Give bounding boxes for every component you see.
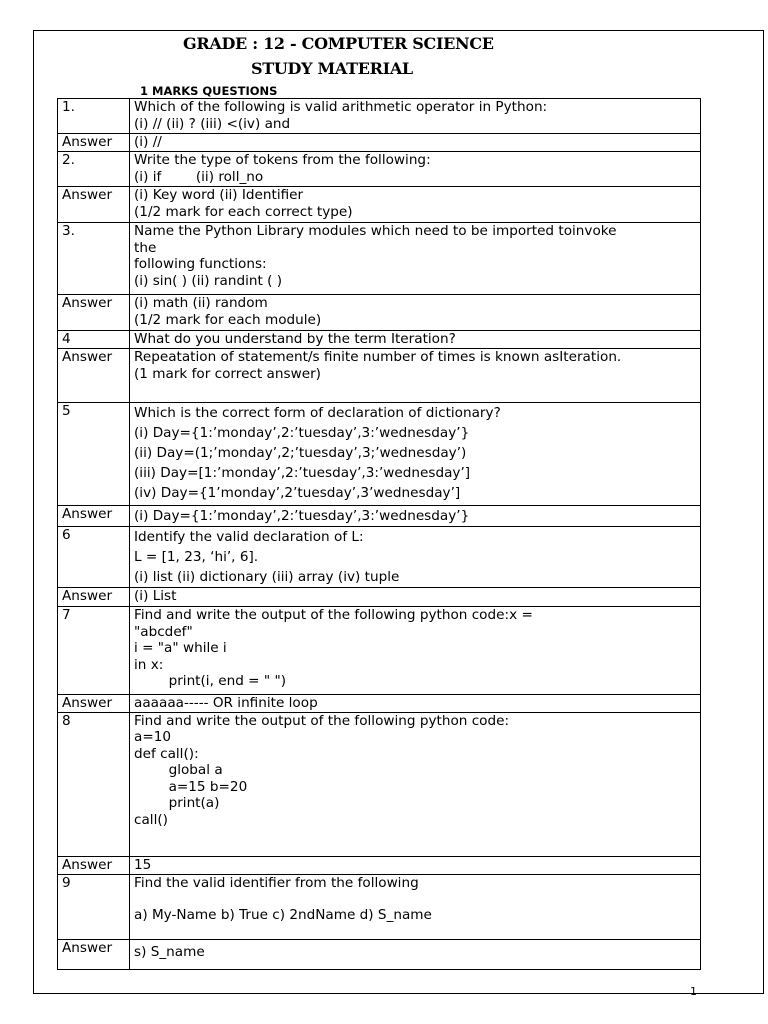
content-line: print(i, end = " ") bbox=[134, 673, 287, 689]
answer-row-6 bbox=[58, 588, 701, 607]
row-content bbox=[130, 527, 701, 588]
content-line: (1/2 mark for each module) bbox=[134, 311, 322, 328]
answer-row-5 bbox=[58, 506, 701, 527]
row-label: 1. bbox=[58, 99, 130, 134]
content-line: (i) Day={1:’monday’,2:’tuesday’,3:’wednesday’} bbox=[134, 425, 470, 441]
content-line: a) My-Name b) True c) 2ndName d) S_name bbox=[134, 907, 432, 923]
content-line: (i) // bbox=[134, 134, 162, 150]
content-line: (i) list (ii) dictionary (iii) array (iv) tuple bbox=[134, 569, 400, 585]
content-line: (iii) Day=[1:’monday’,2:’tuesday’,3:’wednesday’] bbox=[134, 465, 471, 481]
content-line: Write the type of tokens from the following: bbox=[134, 152, 431, 168]
question-row-8 bbox=[58, 712, 701, 856]
content-line: i = "a" while i bbox=[134, 640, 227, 656]
row-content bbox=[130, 349, 701, 403]
answer-row-7 bbox=[58, 695, 701, 713]
row-content bbox=[130, 152, 701, 187]
content-line: in x: bbox=[134, 656, 164, 673]
content-line: Find and write the output of the following python code:x = bbox=[134, 607, 533, 623]
content-line: a=10 bbox=[134, 729, 172, 745]
row-content bbox=[130, 223, 701, 295]
answer-row-3 bbox=[58, 295, 701, 331]
row-content bbox=[130, 588, 701, 607]
content-line: print(a) bbox=[134, 795, 220, 811]
question-row-6 bbox=[58, 527, 701, 588]
row-label: Answer bbox=[58, 695, 130, 713]
content-line: call() bbox=[134, 811, 168, 828]
row-label: Answer bbox=[58, 939, 130, 969]
answer-row-2 bbox=[58, 187, 701, 223]
content-line: Name the Python Library modules which need to be imported toinvoke bbox=[134, 223, 617, 239]
question-row-4 bbox=[58, 331, 701, 349]
row-label: 7 bbox=[58, 607, 130, 695]
row-content bbox=[130, 187, 701, 223]
row-label: 4 bbox=[58, 331, 130, 349]
content-line: (iv) Day={1’monday’,2’tuesday’,3’wednesday’] bbox=[134, 485, 461, 501]
row-label: Answer bbox=[58, 349, 130, 403]
answer-row-1 bbox=[58, 134, 701, 152]
content-line: (i) math (ii) random bbox=[134, 295, 268, 311]
row-content bbox=[130, 874, 701, 939]
row-label: Answer bbox=[58, 295, 130, 331]
content-line: def call(): bbox=[134, 745, 199, 762]
row-label: Answer bbox=[58, 588, 130, 607]
question-row-9 bbox=[58, 874, 701, 939]
content-line: (ii) Day=(1;’monday’,2;’tuesday’,3;’wednesday’) bbox=[134, 445, 467, 461]
answer-row-9 bbox=[58, 939, 701, 969]
row-label: 2. bbox=[58, 152, 130, 187]
content-line: 15 bbox=[134, 856, 152, 873]
row-label: 8 bbox=[58, 712, 130, 856]
question-row-2 bbox=[58, 152, 701, 187]
row-content bbox=[130, 856, 701, 874]
content-line: Which is the correct form of declaration of dictionary? bbox=[134, 405, 501, 421]
row-content bbox=[130, 712, 701, 856]
row-label: Answer bbox=[58, 856, 130, 874]
content-line: Identify the valid declaration of L: bbox=[134, 529, 364, 545]
content-line: (i) List bbox=[134, 588, 177, 604]
content-line: Which of the following is valid arithmetic operator in Python: bbox=[134, 99, 548, 115]
row-content bbox=[130, 939, 701, 969]
row-content bbox=[130, 331, 701, 349]
row-content bbox=[130, 506, 701, 527]
content-line: s) S_name bbox=[134, 943, 205, 960]
content-line: L = [1, 23, ‘hi’, 6]. bbox=[134, 549, 259, 565]
row-label: 3. bbox=[58, 223, 130, 295]
question-row-1 bbox=[58, 99, 701, 134]
row-content bbox=[130, 403, 701, 506]
row-content bbox=[130, 134, 701, 152]
section-heading: 1 MARKS QUESTIONS bbox=[140, 84, 278, 98]
question-row-7 bbox=[58, 607, 701, 695]
row-content bbox=[130, 99, 701, 134]
content-line: global a bbox=[134, 762, 223, 778]
content-line: Find and write the output of the following python code: bbox=[134, 712, 510, 729]
row-label: Answer bbox=[58, 187, 130, 223]
answer-row-8 bbox=[58, 856, 701, 874]
row-content bbox=[130, 607, 701, 695]
content-line: Find the valid identifier from the following bbox=[134, 874, 419, 891]
content-line: (i) sin( ) (ii) randint ( ) bbox=[134, 272, 283, 289]
content-line: "abcdef" bbox=[134, 623, 193, 640]
content-line: (1/2 mark for each correct type) bbox=[134, 203, 353, 220]
content-line: (1 mark for correct answer) bbox=[134, 365, 321, 382]
content-line: (i) if (ii) roll_no bbox=[134, 168, 264, 185]
row-content bbox=[130, 295, 701, 331]
content-line: a=15 b=20 bbox=[134, 778, 248, 795]
row-label: Answer bbox=[58, 134, 130, 152]
content-line: What do you understand by the term Iteration? bbox=[134, 331, 456, 347]
page-number: 1 bbox=[690, 985, 697, 998]
grade-title: GRADE : 12 - COMPUTER SCIENCE bbox=[183, 34, 494, 53]
content-line: aaaaaa----- OR infinite loop bbox=[134, 695, 318, 711]
question-row-5 bbox=[58, 403, 701, 506]
content-line bbox=[134, 891, 696, 907]
row-label: 5 bbox=[58, 403, 130, 506]
content-line: (i) Key word (ii) Identifier bbox=[134, 187, 304, 203]
question-row-3 bbox=[58, 223, 701, 295]
answer-row-4 bbox=[58, 349, 701, 403]
row-label: Answer bbox=[58, 506, 130, 527]
study-material-title: STUDY MATERIAL bbox=[251, 59, 413, 78]
content-line: following functions: bbox=[134, 256, 267, 272]
content-line: the bbox=[134, 239, 157, 256]
content-line: (i) Day={1:’monday’,2:’tuesday’,3:’wednesday’} bbox=[134, 508, 470, 524]
content-line: (i) // (ii) ? (iii) <(iv) and bbox=[134, 115, 291, 132]
row-label: 6 bbox=[58, 527, 130, 588]
questions-table bbox=[57, 98, 701, 970]
row-content bbox=[130, 695, 701, 713]
content-line: Repeatation of statement/s finite number of times is known asIteration. bbox=[134, 349, 622, 365]
row-label: 9 bbox=[58, 874, 130, 939]
